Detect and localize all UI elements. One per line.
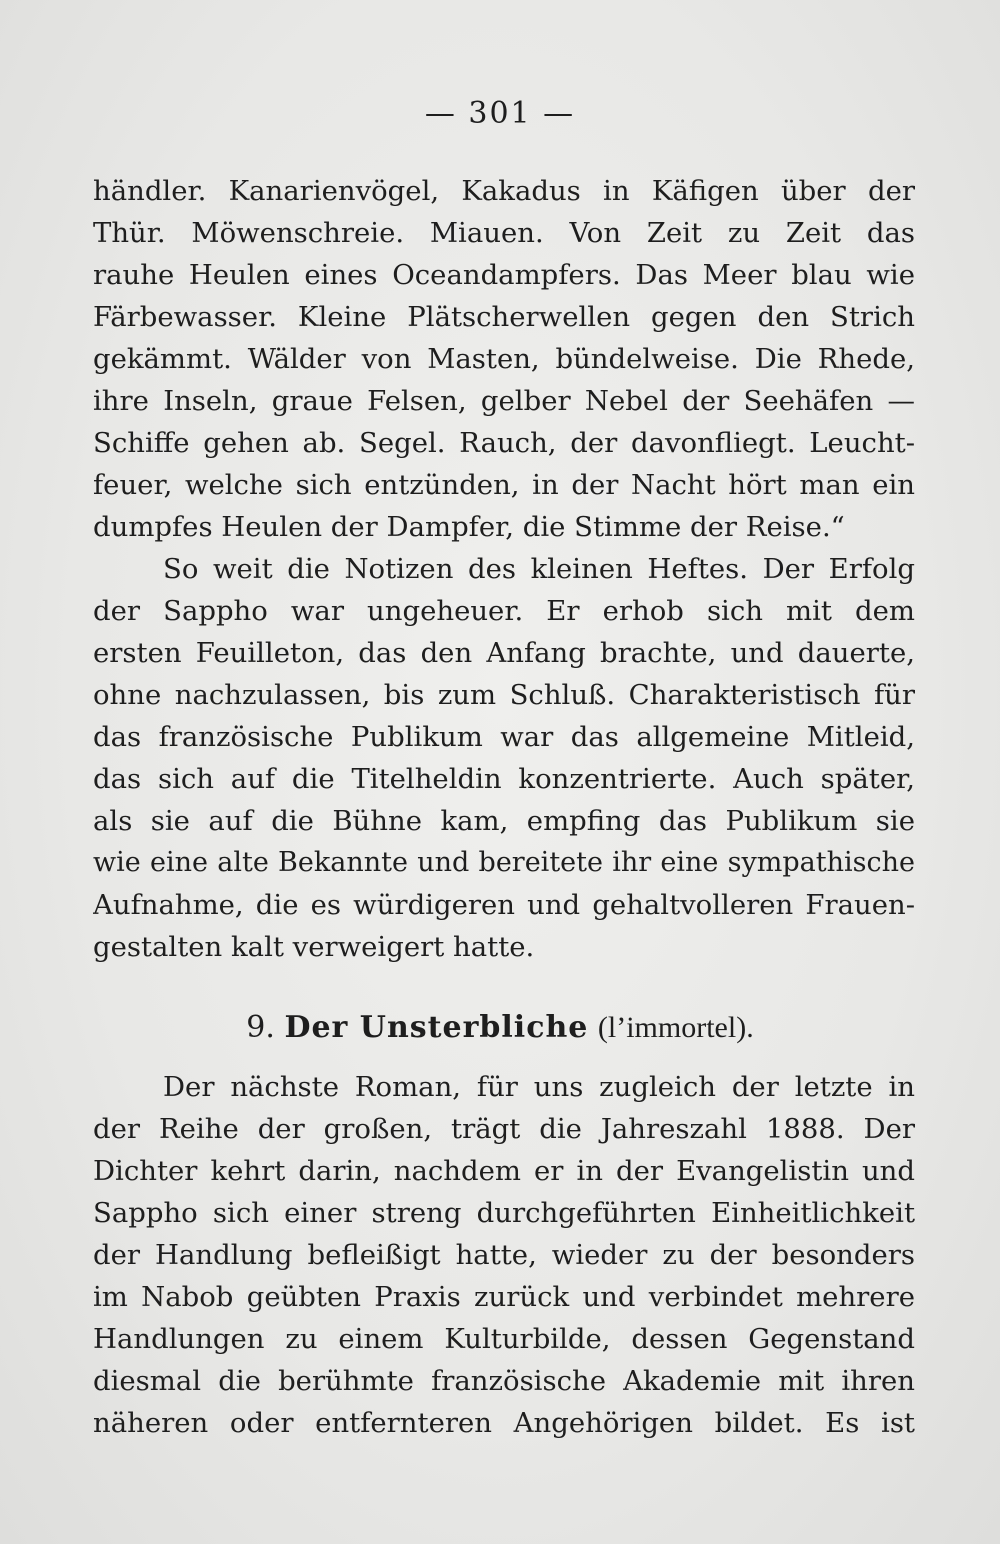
text-line: der Handlung befleißigt hatte, wieder zu der besonders: [93, 1239, 915, 1271]
text-line: ersten Feuilleton, das den Anfang brachte, und dauerte,: [93, 637, 915, 669]
text-line: Der nächste Roman, für uns zugleich der letzte in: [163, 1071, 915, 1103]
text-line: händler. Kanarienvögel, Kakadus in Käfigen über der: [93, 175, 915, 207]
text-line: Färbewasser. Kleine Plätscherwellen gegen den Strich: [93, 301, 915, 333]
section-heading: [0, 1010, 1000, 1045]
text-line: ohne nachzulassen, bis zum Schluß. Charakteristisch für: [93, 679, 915, 711]
text-line: So weit die Notizen des kleinen Heftes. Der Erfolg: [163, 553, 915, 585]
page-number: — 301 —: [424, 96, 576, 131]
paragraph-continued: [93, 170, 915, 548]
text-line: der Sappho war ungeheuer. Er erhob sich mit dem: [93, 595, 915, 627]
text-line: Aufnahme, die es würdigeren und gehaltvolleren Frauen-: [93, 889, 915, 921]
text-line: diesmal die berühmte französische Akademie mit ihren: [93, 1365, 915, 1397]
section-number: 9.: [246, 1010, 275, 1045]
text-line: Handlungen zu einem Kulturbilde, dessen Gegenstand: [93, 1323, 915, 1355]
text-line: dumpfes Heulen der Dampfer, die Stimme der Reise.“: [93, 511, 845, 543]
text-line: Thür. Möwenschreie. Miauen. Von Zeit zu Zeit das: [93, 217, 915, 249]
text-line: der Reihe der großen, trägt die Jahreszahl 1888. Der: [93, 1113, 915, 1145]
text-line: rauhe Heulen eines Oceandampfers. Das Meer blau wie: [93, 259, 915, 291]
section-title: Der Unsterbliche: [284, 1010, 589, 1045]
text-line: das sich auf die Titelheldin konzentrierte. Auch später,: [93, 763, 915, 795]
paragraph: [93, 548, 915, 968]
text-line: näheren oder entfernteren Angehörigen bildet. Es ist: [93, 1407, 915, 1439]
text-line: das französische Publikum war das allgemeine Mitleid,: [93, 721, 915, 753]
text-line: feuer, welche sich entzünden, in der Nacht hört man ein: [93, 469, 915, 501]
text-line: als sie auf die Bühne kam, empfing das Publikum sie: [93, 805, 915, 837]
section-subtitle: (l’immortel).: [597, 1011, 754, 1044]
text-line: wie eine alte Bekannte und bereitete ihr eine sympathische: [93, 847, 915, 878]
text-line: im Nabob geübten Praxis zurück und verbindet mehrere: [93, 1281, 915, 1313]
text-line: Sappho sich einer streng durchgeführten Einheitlichkeit: [93, 1197, 915, 1229]
text-line: Schiffe gehen ab. Segel. Rauch, der davonfliegt. Leucht-: [93, 427, 915, 459]
text-line: ihre Inseln, graue Felsen, gelber Nebel der Seehäfen —: [93, 385, 915, 417]
text-line: gekämmt. Wälder von Masten, bündelweise. Die Rhede,: [93, 343, 915, 375]
paragraph: [93, 1066, 915, 1444]
text-line: gestalten kalt verweigert hatte.: [93, 931, 535, 963]
text-line: Dichter kehrt darin, nachdem er in der Evangelistin und: [93, 1155, 915, 1187]
